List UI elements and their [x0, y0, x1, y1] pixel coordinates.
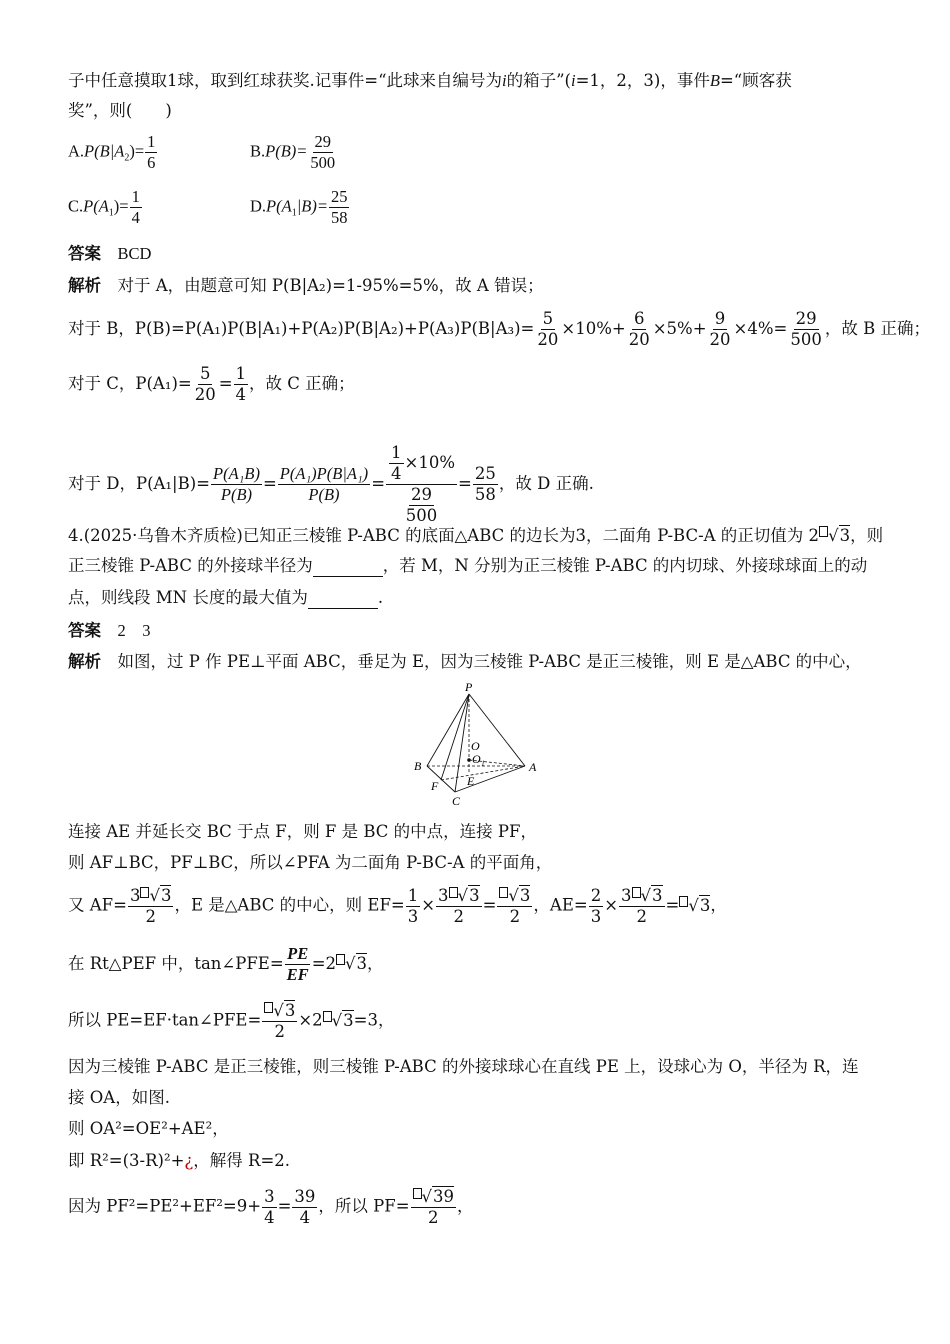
answer-line: 答案 BCD [68, 244, 152, 263]
edge-ca [455, 766, 525, 792]
analysis-c: 对于 C，P(A₁)= $\frac{5}{20}$ = $\frac{1}{4}$ ，故 C 正确； [68, 364, 355, 404]
analysis-d: 对于 D，P(A₁|B)= $\frac{\text{P(A₁B)}}{P(B)}$ = $\frac{\text{P(A₁)P(B|A₁)}}{P(B)}$ = $\frac{1}{4}$ ×10% $\frac{29}{500}$ = $\frac{25}{58}$ ，故 D 正确. [68, 443, 594, 525]
solution-line-2: 则 AF⊥BC，PF⊥BC，所以∠PFA 为二面角 P-BC-A 的平面角， [68, 853, 553, 872]
problem-text-line-2: 奖”，则( ) [68, 101, 172, 120]
label-f: F [431, 779, 439, 793]
label-a: A [529, 760, 537, 774]
solution-line-4: 在 Rt△PEF 中，tan∠PFE= $\frac{PE}{EF}$ =2 √3， [68, 944, 384, 984]
answer-line-2: 答案 2 3 [68, 621, 151, 640]
option-a: $A.P(B|A_2)=$ $\frac{1}{6}$ [68, 132, 156, 172]
label-o: O [471, 739, 480, 753]
point-o1 [467, 758, 471, 762]
pyramid-figure [405, 680, 545, 810]
label-e: E [467, 774, 475, 788]
label-c: C [452, 794, 461, 808]
analysis-2: 解析 如图，过 P 作 PE⊥平面 ABC，垂足为 E，因为三棱锥 P-ABC 是正三棱锥，则 E 是△ABC 的中心， [68, 652, 862, 671]
analysis-a: 解析 对于 A，由题意可知 P(B|A₂)=1-95%=5%，故 A 错误； [68, 276, 544, 295]
segment-pf [441, 694, 469, 780]
solution-line-10: 因为 PF²=PE²+EF²=9+ $\frac{3}{4}$ = $\frac{39}{4}$ ，所以 PF= $\frac{√39}{2}$ ， [68, 1186, 474, 1227]
solution-line-6: 因为三棱锥 P-ABC 是正三棱锥，则三棱锥 P-ABC 的外接球球心在直线 PE 上，设球心为 O，半径为 R，连 [68, 1057, 859, 1076]
label-o1: O₁ [472, 752, 485, 766]
solution-line-3: 又 AF= $\frac{3 √3}{2}$ ，E 是△ABC 的中心，则 EF= $\frac{1}{3}$ × $\frac{3 √3}{2}$ = $\frac{√3}{2}$ ，AE= $\frac{2}{3}$ × $\frac{3 √3}{2}$ = √3， [68, 885, 727, 926]
solution-line-1: 连接 AE 并延长交 BC 于点 F，则 F 是 BC 的中点，连接 PF， [68, 822, 537, 841]
solution-line-9: 即 R²=(3-R)²+¿，解得 R=2. [68, 1151, 291, 1170]
segment-fa-hidden [441, 766, 525, 780]
option-d: $D.P(A_1|B)=$ $\frac{25}{58}$ [250, 187, 348, 227]
solution-line-5: 所以 PE=EF·tan∠PFE= $\frac{√3}{2}$ ×2 √3=3， [68, 1001, 395, 1041]
label-p: P [465, 680, 473, 694]
q4-line-2: 正三棱锥 P-ABC 的外接球半径为 ，若 M，N 分别为正三棱锥 P-ABC 的内切球、外接球球面上的动 [68, 556, 868, 575]
option-b: B.P(B)= $\frac{29}{500}$ [250, 132, 336, 172]
analysis-b: 对于 B，P(B)=P(A₁)P(B|A₁)+P(A₂)P(B|A₂)+P(A₃)P(B|A₃)= $\frac{5}{20}$ ×10%+ $\frac{6}{20}$ ×5%+ $\frac{9}{20}$ ×4%= $\frac{29}{500}$ ，故 B 正确； [68, 309, 930, 349]
solution-line-7: 接 OA，如图. [68, 1088, 170, 1107]
problem-text-line-1: 子中任意摸取1球，取到红球获奖.记事件=“此球来自编号为i的箱子”(i=1，2，3)，事件B=“顾客获 [68, 71, 792, 90]
solution-line-8: 则 OA²=OE²+AE²， [68, 1119, 229, 1138]
edge-pb [427, 694, 469, 766]
q4-line-3: 点，则线段 MN 长度的最大值为 . [68, 588, 384, 607]
q4-line-1: 4.(2025·乌鲁木齐质检)已知正三棱锥 P-ABC 的底面△ABC 的边长为3，二面角 P-BC-A 的正切值为 2 √3，则 [68, 526, 884, 545]
option-c: $C.P(A_1)=$ $\frac{1}{4}$ [68, 187, 140, 227]
label-b: B [414, 759, 422, 773]
